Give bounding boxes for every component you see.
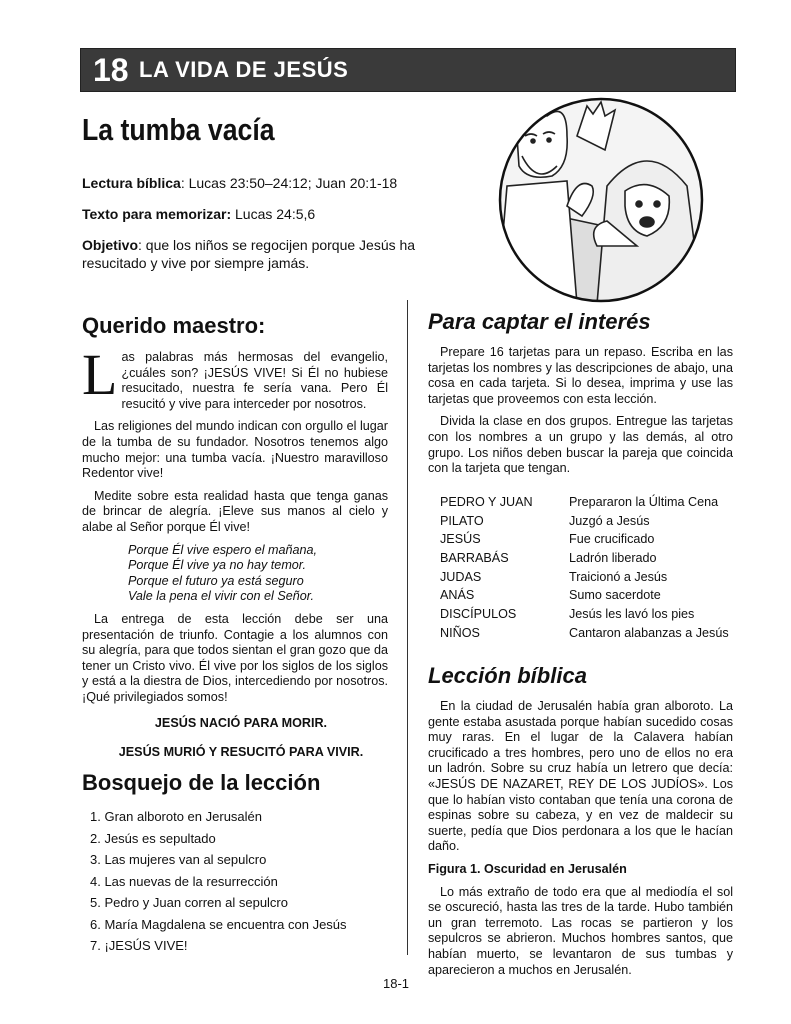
- song-verse: [128, 543, 388, 605]
- card-name: BARRABÁS: [440, 551, 509, 566]
- outline-item: 3. Las mujeres van al sepulcro: [90, 852, 267, 867]
- card-name: PEDRO Y JUAN: [440, 495, 533, 509]
- reading-label: Lectura bíblica: [82, 175, 181, 191]
- card-name: ANÁS: [440, 588, 475, 603]
- card-desc: Sumo sacerdote: [569, 588, 661, 603]
- matching-cards-table: [440, 495, 729, 645]
- outline-heading: Bosquejo de la lección: [82, 770, 321, 795]
- card-desc: Traicionó a Jesús: [569, 569, 668, 584]
- table-row: [440, 588, 729, 607]
- bible-p1: En la ciudad de Jerusalén había gran alboroto. La gente estaba asustada porque habían sucedido cosas muy raras. En el lugar de la Calavera habían crucificado a tres hombres, pero uno de ellos no era un ladrón. Sobre su cruz había un letrero que decía: «JESÚS DE NAZARET, REY DE LOS JUDÍOS». Los que lo habían visto contaban que tenía una corona de espinas sobre su cabeza, y en vez de maldecir su suerte, pedía que Dios perdonara a los que le hacían daño.: [428, 699, 733, 854]
- teacher-p1-text: as palabras más hermosas del evangelio, ¿cuáles son? ¡JESÚS VIVE! Si Él no hubiese resucitado, nuestra fe sería vana. Pero Él resucitó y vive para interceder por nosotros.: [121, 350, 388, 411]
- memory-label: Texto para memorizar:: [82, 206, 232, 222]
- bold-line-1: JESÚS NACIÓ PARA MORIR.: [154, 716, 328, 731]
- figure-caption: Figura 1. Oscuridad en Jerusalén: [428, 861, 627, 876]
- card-desc: Cantaron alabanzas a Jesús: [569, 625, 729, 640]
- objective-text: : que los niños se regocijen porque Jesús ha resucitado y vive por siempre jamás.: [82, 237, 416, 271]
- verse-line: Porque Él vive ya no hay temor.: [128, 558, 307, 573]
- bold-line-2: JESÚS MURIÓ Y RESUCITÓ PARA VIVIR.: [118, 745, 364, 760]
- verse-line: Porque Él vive espero el mañana,: [128, 542, 318, 557]
- reading-line: [82, 174, 482, 192]
- page-number: 18-1: [383, 976, 410, 991]
- card-name: JUDAS: [440, 569, 482, 584]
- table-row: [440, 495, 729, 514]
- empty-tomb-illustration: [497, 96, 705, 304]
- objective-label: Objetivo: [82, 237, 139, 253]
- table-row: [440, 607, 729, 626]
- objective-line: [82, 236, 482, 272]
- card-desc: Ladrón liberado: [569, 551, 657, 566]
- outline-item: 7. ¡JESÚS VIVE!: [90, 938, 188, 953]
- interest-section: [428, 345, 733, 484]
- teacher-p1: [82, 342, 388, 412]
- card-desc: Prepararon la Última Cena: [569, 495, 719, 509]
- lesson-number: 18: [93, 51, 129, 88]
- reading-ref: : Lucas 23:50–24:12; Juan 20:1-18: [180, 175, 398, 191]
- card-desc: Jesús les lavó los pies: [569, 607, 695, 622]
- card-name: DISCÍPULOS: [440, 607, 517, 622]
- memory-line: [82, 205, 482, 223]
- memory-ref: Lucas 24:5,6: [231, 206, 316, 222]
- outline-item: 5. Pedro y Juan corren al sepulcro: [90, 895, 288, 910]
- teacher-p4: La entrega de esta lección debe ser una presentación de triunfo. Contagie a los alumnos con su alegría, para que todos sientan el gran gozo que da tener un Cristo vivo. Él vive por los siglos de los siglos y está a la diestra de Dios, intercediendo por nosotros. ¡Qué privilegiados somos!: [82, 611, 388, 704]
- teacher-p2: Las religiones del mundo indican con orgullo el lugar de la tumba de su fundador. Nosotros tenemos algo mucho mejor: una tumba vacía. ¡Nuestro maravilloso Redentor vive!: [82, 419, 388, 481]
- outline-item: 6. María Magdalena se encuentra con Jesús: [90, 916, 347, 932]
- card-name: NIÑOS: [440, 625, 480, 640]
- teacher-section: [82, 342, 388, 770]
- card-desc: Juzgó a Jesús: [569, 513, 650, 528]
- table-row: [440, 514, 729, 533]
- column-divider: [407, 300, 408, 955]
- outline-item: 2. Jesús es sepultado: [90, 830, 216, 846]
- bible-lesson-section: [428, 699, 733, 985]
- series-title: LA VIDA DE JESÚS: [139, 57, 349, 82]
- table-row: [440, 532, 729, 551]
- card-name: PILATO: [440, 513, 484, 528]
- outline-item: 4. Las nuevas de la resurrección: [90, 873, 278, 889]
- table-row: [440, 570, 729, 589]
- verse-line: Vale la pena el vivir con el Señor.: [128, 589, 314, 604]
- bible-p2: Lo más extraño de todo era que al mediodía el sol se oscureció, hasta las tres de la tarde. Hubo también un gran terremoto. Las rocas se partieron y los sepulcros se abrieron. Muchos hombres santos, que habían muerto, se levantaron de sus tumbas y aparecieron a muchos en Jerusalén.: [428, 884, 733, 977]
- outline-item: 1. Gran alboroto en Jerusalén: [90, 809, 262, 824]
- teacher-p3: Medite sobre esta realidad hasta que tenga ganas de brincar de alegría. ¡Eleve sus manos al cielo y alabe al Señor porque Él vive!: [82, 488, 388, 534]
- bible-lesson-heading: Lección bíblica: [428, 663, 587, 688]
- card-name: JESÚS: [440, 532, 481, 547]
- interest-p2: Divida la clase en dos grupos. Entregue las tarjetas con los nombres a un grupo y las demás, al otro grupo. Los niños deben buscar la pareja que coincida con la tarjeta que tengan.: [428, 414, 733, 476]
- teacher-heading: Querido maestro:: [82, 313, 266, 338]
- lesson-banner: [80, 48, 736, 92]
- drop-cap: L: [82, 342, 118, 407]
- outline-list: [90, 806, 347, 957]
- interest-p1: Prepare 16 tarjetas para un repaso. Escriba en las tarjetas los nombres y las descripciones de abajo, una cosa en cada tarjeta. Si lo desea, imprima y use las tarjetas que proveemos con esta lección.: [428, 345, 733, 406]
- table-row: [440, 626, 729, 645]
- table-row: [440, 551, 729, 570]
- interest-heading: Para captar el interés: [428, 309, 651, 334]
- lesson-title: La tumba vacía: [82, 112, 275, 147]
- card-desc: Fue crucificado: [569, 532, 655, 547]
- verse-line: Porque el futuro ya está seguro: [128, 573, 304, 588]
